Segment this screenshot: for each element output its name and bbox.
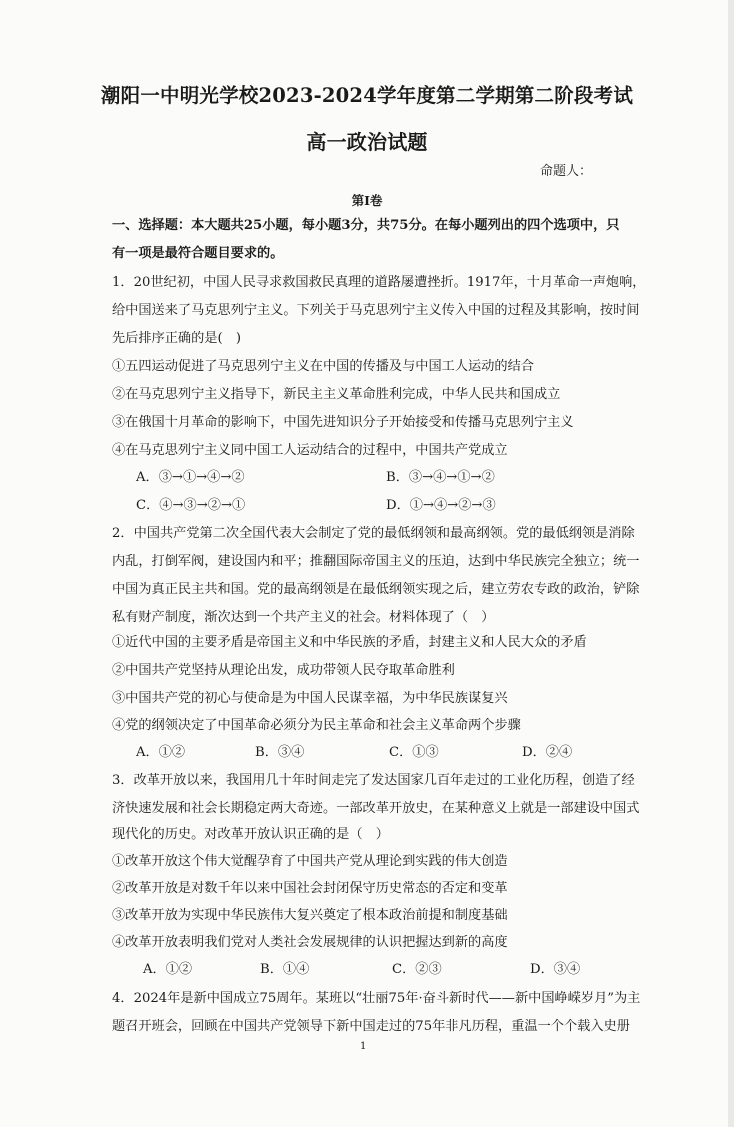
scan-edge bbox=[728, 0, 734, 1127]
q4-stem-line: 题召开班会，回顾在中国共产党领导下新中国走过的75年非凡历程，重温一个个载入史册 bbox=[112, 1019, 630, 1034]
section-instruction-line2: 有一项是最符合题目要求的。 bbox=[112, 246, 284, 261]
q1-option-c: C．④→③→②→① bbox=[136, 498, 246, 513]
q3-stem-line: 3．改革开放以来，我国用几十年时间走完了发达国家几百年走过的工业化历程，创造了经 bbox=[112, 773, 635, 788]
q3-option-d: D．③④ bbox=[530, 962, 581, 977]
q1-item: ①五四运动促进了马克思列宁主义在中国的传播及与中国工人运动的结合 bbox=[112, 359, 534, 374]
q2-stem-line: 内乱，打倒军阀，建设国内和平；推翻国际帝国主义的压迫，达到中华民族完全独立；统一 bbox=[112, 554, 640, 569]
exam-subtitle: 高一政治试题 bbox=[306, 130, 428, 154]
q1-option-b: B．③→④→①→② bbox=[386, 470, 495, 485]
volume-label: 第Ⅰ卷 bbox=[351, 193, 383, 208]
q2-item: ④党的纲领决定了中国革命必须分为民主革命和社会主义革命两个步骤 bbox=[112, 718, 521, 733]
author-label: 命题人： bbox=[540, 164, 593, 179]
q3-stem-line: 济快速发展和社会长期稳定两大奇迹。一部改革开放史，在某种意义上就是一部建设中国式 bbox=[112, 801, 640, 816]
q2-option-b: B．③④ bbox=[255, 745, 305, 760]
q1-item: ③在俄国十月革命的影响下，中国先进知识分子开始接受和传播马克思列宁主义 bbox=[112, 415, 574, 430]
q3-option-b: B．①④ bbox=[260, 962, 310, 977]
q2-item: ②中国共产党坚持从理论出发，成功带领人民夺取革命胜利 bbox=[112, 663, 455, 678]
q2-option-a: A．①② bbox=[136, 745, 186, 760]
q1-option-a: A．③→①→④→② bbox=[136, 470, 245, 485]
q2-item: ①近代中国的主要矛盾是帝国主义和中华民族的矛盾，封建主义和人民大众的矛盾 bbox=[112, 635, 587, 650]
q1-stem-line: 先后排序正确的是( ) bbox=[112, 331, 241, 346]
q3-option-a: A．①② bbox=[143, 962, 193, 977]
q2-option-d: D．②④ bbox=[522, 745, 573, 760]
q4-stem-line: 4．2024年是新中国成立75周年。某班以“壮丽75年·奋斗新时代——新中国峥嵘岁月”为主 bbox=[112, 991, 641, 1006]
q3-item: ②改革开放是对数千年以来中国社会封闭保守历史常态的否定和变革 bbox=[112, 881, 508, 896]
q3-item: ③改革开放为实现中华民族伟大复兴奠定了根本政治前提和制度基础 bbox=[112, 908, 508, 923]
q1-item: ②在马克思列宁主义指导下，新民主主义革命胜利完成，中华人民共和国成立 bbox=[112, 387, 561, 402]
page-number: 1 bbox=[360, 1041, 367, 1052]
q2-option-c: C．①③ bbox=[389, 745, 439, 760]
q3-stem-line: 现代化的历史。对改革开放认识正确的是（ ） bbox=[112, 827, 389, 842]
q1-stem-line: 给中国送来了马克思列宁主义。下列关于马克思列宁主义传入中国的过程及其影响，按时间 bbox=[112, 303, 640, 318]
q3-item: ④改革开放表明我们党对人类社会发展规律的认识把握达到新的高度 bbox=[112, 935, 508, 950]
q3-option-c: C．②③ bbox=[392, 962, 442, 977]
q2-item: ③中国共产党的初心与使命是为中国人民谋幸福，为中华民族谋复兴 bbox=[112, 691, 508, 706]
q3-item: ①改革开放这个伟大觉醒孕育了中国共产党从理论到实践的伟大创造 bbox=[112, 854, 508, 869]
q2-stem-line: 私有财产制度，渐次达到一个共产主义的社会。材料体现了（ ） bbox=[112, 610, 495, 625]
q1-stem-line: 1．20世纪初，中国人民寻求救国救民真理的道路屡遭挫折。1917年，十月革命一声炮响， bbox=[112, 275, 646, 290]
q2-stem-line: 2．中国共产党第二次全国代表大会制定了党的最低纲领和最高纲领。党的最低纲领是消除 bbox=[112, 526, 635, 541]
exam-title: 潮阳一中明光学校2023-2024学年度第二学期第二阶段考试 bbox=[100, 84, 634, 107]
q1-item: ④在马克思列宁主义同中国工人运动结合的过程中，中国共产党成立 bbox=[112, 443, 508, 458]
q2-stem-line: 中国为真正民主共和国。党的最高纲领是在最低纲领实现之后，建立劳农专政的政治，铲除 bbox=[112, 582, 640, 597]
q1-option-d: D．①→④→②→③ bbox=[386, 498, 496, 513]
section-instruction-line1: 一、选择题：本大题共25小题，每小题3分，共75分。在每小题列出的四个选项中，只 bbox=[112, 218, 620, 233]
